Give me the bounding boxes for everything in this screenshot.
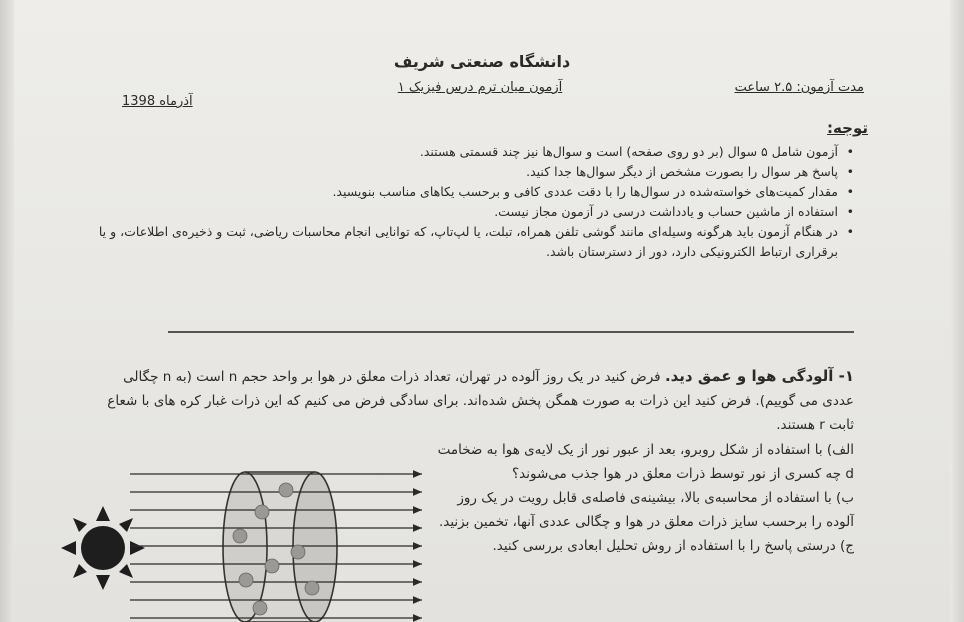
question-1-intro: فرض کنید در یک روز آلوده در تهران، تعداد ذرات معلق در هوا بر واحد حجم n است (به n چگالی عددی می گوییم). فرض کنید این ذرات به صورت همگن پخش شده‌اند. برای سادگی فرض می کنیم که این ذرات غبار کره های با شعاع ثابت r هستند. bbox=[107, 369, 854, 433]
question-1-part-b: ب) با استفاده از محاسبه‌ی بالا، بیشینه‌ی فاصله‌ی قابل رویت در یک روز آلوده را برحسب سایز ذرات معلق در هوا و چگالی عددی آنها، تخمین بزنید. bbox=[438, 490, 854, 530]
sun-icon bbox=[61, 506, 145, 590]
exam-duration: مدت آزمون: ۲.۵ ساعت bbox=[734, 80, 864, 95]
notice-item: • در هنگام آزمون باید هرگونه وسیله‌ای مانند گوشی تلفن همراه، تبلت، یا لپ‌تاپ، که توانایی انجام محاسبات ریاضی، ثبت و ذخیره‌ی اطلاعات، و یا برقراری ارتباط الکترونیکی دارد، دور از دسترستان باشد. bbox=[94, 222, 854, 262]
dust-particle bbox=[265, 559, 279, 573]
light-absorption-diagram bbox=[50, 460, 430, 622]
notice-list bbox=[94, 142, 854, 262]
dust-particle bbox=[279, 483, 293, 497]
notice-heading: توجه: bbox=[827, 119, 868, 137]
paper-edge-right bbox=[950, 0, 964, 622]
dust-particle bbox=[255, 505, 269, 519]
university-name: دانشگاه صنعتی شریف bbox=[393, 52, 571, 71]
question-1-title: ۱- آلودگی هوا و عمق دید. bbox=[664, 367, 854, 385]
question-1-parts bbox=[434, 438, 854, 558]
paper-edge-left bbox=[0, 0, 14, 622]
section-divider bbox=[168, 331, 854, 333]
dust-particle bbox=[291, 545, 305, 559]
dust-particle bbox=[253, 601, 267, 615]
exam-title: آزمون میان ترم درس فیزیک ۱ bbox=[397, 80, 563, 95]
dust-particle bbox=[305, 581, 319, 595]
notice-item: • مقدار کمیت‌های خواسته‌شده در سوال‌ها را با دقت عددی کافی و برحسب یکاهای مناسب بنویسید. bbox=[94, 182, 854, 202]
question-1-part-c: ج) درستی پاسخ را با استفاده از روش تحلیل ابعادی بررسی کنید. bbox=[492, 538, 854, 554]
notice-item: • آزمون شامل ۵ سوال (بر دو روی صفحه) است و سوال‌ها نیز چند قسمتی هستند. bbox=[94, 142, 854, 162]
dust-particle bbox=[239, 573, 253, 587]
notice-item: • پاسخ هر سوال را بصورت مشخص از دیگر سوال‌ها جدا کنید. bbox=[94, 162, 854, 182]
notice-item: • استفاده از ماشین حساب و یادداشت درسی در آزمون مجاز نیست. bbox=[94, 202, 854, 222]
question-1-part-a: الف) با استفاده از شکل روبرو، بعد از عبور نور از یک لایه‌ی هوا به ضخامت d چه کسری از نور توسط ذرات معلق در هوا جذب می‌شوند؟ bbox=[437, 442, 854, 482]
dust-particle bbox=[233, 529, 247, 543]
question-1 bbox=[104, 364, 854, 437]
exam-date: آذرماه 1398 bbox=[122, 94, 193, 109]
